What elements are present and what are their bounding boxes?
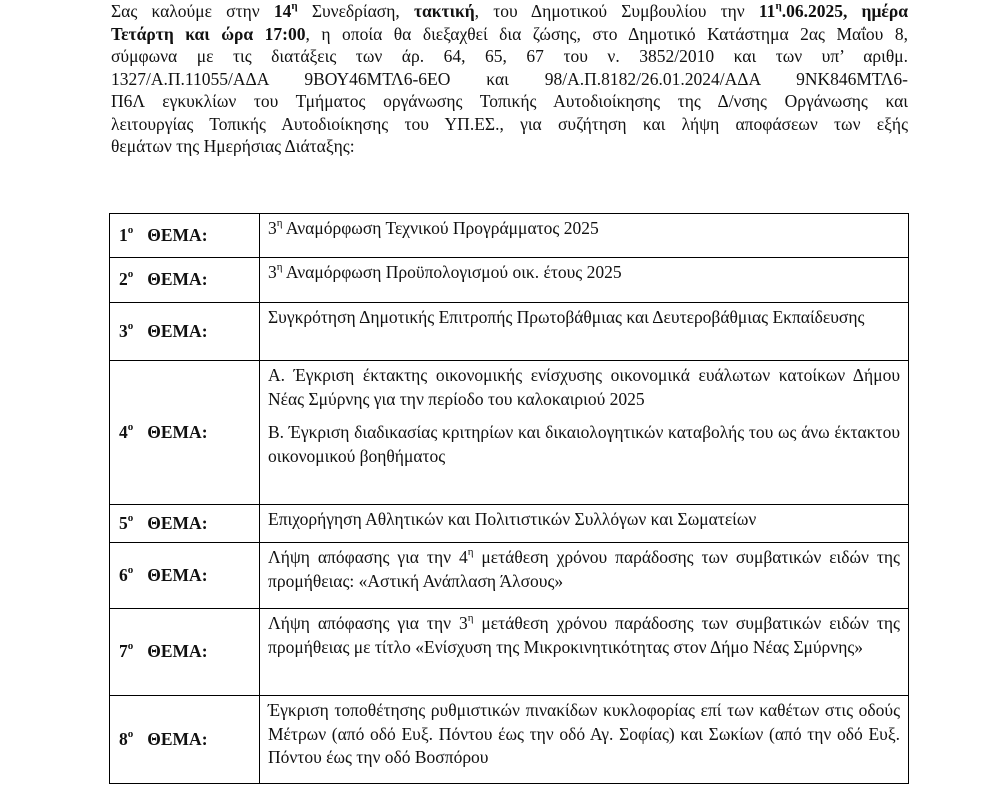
session-number: 14 — [273, 1, 292, 21]
agenda-table — [109, 213, 909, 784]
topic-number: 1 — [119, 224, 128, 245]
meeting-time: Τετάρτη και ώρα 17:00 — [111, 23, 306, 44]
topic-paragraph — [268, 364, 900, 411]
topic-paragraph — [268, 699, 900, 770]
topic-word: ΘΕΜΑ: — [147, 224, 208, 245]
topic-paragraph — [268, 217, 900, 241]
agenda-row — [110, 361, 909, 505]
topic-text: Αναμόρφωση Προϋπολογισμού οικ. έτους 2025 — [282, 262, 622, 282]
topic-label — [110, 505, 260, 543]
meeting-date: .06.2025, ημέρα — [781, 1, 908, 21]
intro-line-6: λειτουργίας Τοπικής Αυτοδιοίκησης του ΥΠ.ΕΣ., για συζήτηση και λήψη αποφάσεων των εξής — [111, 113, 908, 134]
topic-text: Επιχορήγηση Αθλητικών και Πολιτιστικών Συλλόγων και Σωματείων — [268, 509, 757, 529]
topic-text: Συγκρότηση Δημοτικής Επιτροπής Πρωτοβάθμιας και Δευτεροβάθμιας Εκπαίδευσης — [268, 307, 865, 327]
topic-number: 4 — [119, 421, 128, 442]
topic-paragraph — [268, 306, 900, 330]
topic-text: μετάθεση χρόνου παράδοσης των συμβατικών ειδών της προμήθειας με τίτλο «Ενίσχυση της Μικροκινητικότητας στον Δήμο Νέας Σμύρνης» — [268, 613, 900, 657]
topic-label — [110, 303, 260, 361]
topic-ordinal-suffix: η — [467, 546, 474, 559]
topic-paragraph — [268, 546, 900, 593]
agenda-row — [110, 543, 909, 609]
topic-label — [110, 258, 260, 303]
topic-description — [260, 543, 909, 609]
topic-description — [260, 303, 909, 361]
topic-ordinal-suffix: η — [276, 217, 283, 230]
intro-line-4: 1327/Α.Π.11055/ΑΔΑ 9ΒΟΥ46ΜΤΛ6-6ΕΟ και 98/Α.Π.8182/26.01.2024/ΑΔΑ 9ΝΚ846ΜΤΛ6- — [111, 68, 908, 89]
topic-ordinal-suffix: ο — [127, 420, 134, 433]
topic-number: 5 — [119, 512, 128, 533]
topic-ordinal-suffix: ο — [127, 223, 134, 236]
topic-ordinal-suffix: η — [467, 612, 474, 625]
topic-text: Αναμόρφωση Τεχνικού Προγράμματος 2025 — [282, 218, 599, 238]
session-type: τακτική — [413, 1, 475, 21]
meeting-day: 11 — [758, 1, 776, 21]
topic-ordinal: 3 — [268, 262, 277, 282]
topic-word: ΘΕΜΑ: — [147, 269, 208, 290]
agenda-table-body — [110, 214, 909, 784]
topic-text: Β. Έγκριση διαδικασίας κριτηρίων και δικαιολογητικών καταβολής του ως άνω έκτακτου οικονομικού βοηθήματος — [268, 422, 900, 466]
intro-line-3: σύμφωνα με τις διατάξεις των άρ. 64, 65, 67 του ν. 3852/2010 και των υπ’ αριθμ. — [111, 46, 908, 66]
topic-ordinal-suffix: ο — [127, 319, 134, 332]
topic-label — [110, 361, 260, 505]
agenda-row — [110, 214, 909, 258]
topic-text: Λήψη απόφασης για την 3 — [268, 613, 468, 633]
intro-text: Συνεδρίαση, — [297, 1, 414, 21]
intro-line-1 — [111, 0, 908, 23]
topic-label — [110, 609, 260, 696]
topic-number: 3 — [119, 320, 128, 341]
topic-number: 2 — [119, 269, 128, 290]
topic-number: 6 — [119, 564, 128, 585]
agenda-row — [110, 505, 909, 543]
topic-ordinal-suffix: ο — [127, 727, 134, 740]
agenda-row — [110, 258, 909, 303]
topic-label — [110, 696, 260, 784]
topic-paragraph — [268, 612, 900, 659]
topic-label — [110, 214, 260, 258]
topic-description — [260, 258, 909, 303]
topic-ordinal: 3 — [268, 218, 277, 238]
topic-description — [260, 214, 909, 258]
topic-ordinal-suffix: ο — [127, 563, 134, 576]
agenda-row — [110, 303, 909, 361]
session-number-suffix: η — [291, 0, 298, 13]
topic-description — [260, 505, 909, 543]
intro-line-5: Π6Λ εγκυκλίων του Τμήματος οργάνωσης Τοπικής Αυτοδιοίκησης της Δ/νσης Οργάνωσης και — [111, 91, 908, 111]
meeting-day-suffix: η — [775, 0, 782, 13]
agenda-row — [110, 609, 909, 696]
intro-line-2 — [111, 23, 908, 46]
topic-paragraph — [268, 261, 900, 285]
intro-text: Σας καλούμε στην — [111, 1, 274, 21]
topic-description — [260, 361, 909, 505]
intro-text: , του Δημοτικού Συμβουλίου την — [474, 1, 759, 21]
topic-text: Έγκριση τοποθέτησης ρυθμιστικών πινακίδων κυκλοφορίας επί των καθέτων στις οδούς Μέτρων (από οδό Ευξ. Πόντου έως την οδό Αγ. Σοφίας) και Σωκίων (από την οδό Ευξ. Πόντου έως την οδό Βοσπόρου — [268, 700, 900, 767]
topic-text: μετάθεση χρόνου παράδοσης των συμβατικών ειδών της προμήθειας: «Αστική Ανάπλαση Άλσους» — [268, 547, 900, 591]
topic-ordinal-suffix: η — [276, 261, 283, 274]
topic-text: Λήψη απόφασης για την 4 — [268, 547, 468, 567]
topic-number: 8 — [119, 728, 128, 749]
topic-word: ΘΕΜΑ: — [147, 320, 208, 341]
intro-text: , η οποία θα διεξαχθεί δια ζώσης, στο Δημοτικό Κατάστημα 2ας Μαΐου 8, — [305, 23, 908, 44]
agenda-row — [110, 696, 909, 784]
topic-paragraph — [268, 508, 900, 532]
topic-word: ΘΕΜΑ: — [147, 421, 208, 442]
topic-paragraph — [268, 421, 900, 468]
topic-number: 7 — [119, 641, 128, 662]
topic-ordinal-suffix: ο — [127, 640, 134, 653]
topic-word: ΘΕΜΑ: — [147, 564, 208, 585]
topic-ordinal-suffix: ο — [127, 511, 134, 524]
topic-description — [260, 609, 909, 696]
intro-paragraph — [111, 0, 908, 158]
topic-word: ΘΕΜΑ: — [147, 641, 208, 662]
topic-ordinal-suffix: ο — [127, 268, 134, 281]
topic-word: ΘΕΜΑ: — [147, 728, 208, 749]
topic-text: Α. Έγκριση έκτακτης οικονομικής ενίσχυσης οικονομικά ευάλωτων κατοίκων Δήμου Νέας Σμύρνης για την περίοδο του καλοκαιριού 2025 — [268, 365, 900, 409]
intro-line-7: θεμάτων της Ημερήσιας Διάταξης: — [111, 136, 355, 156]
topic-description — [260, 696, 909, 784]
topic-label — [110, 543, 260, 609]
topic-word: ΘΕΜΑ: — [147, 512, 208, 533]
